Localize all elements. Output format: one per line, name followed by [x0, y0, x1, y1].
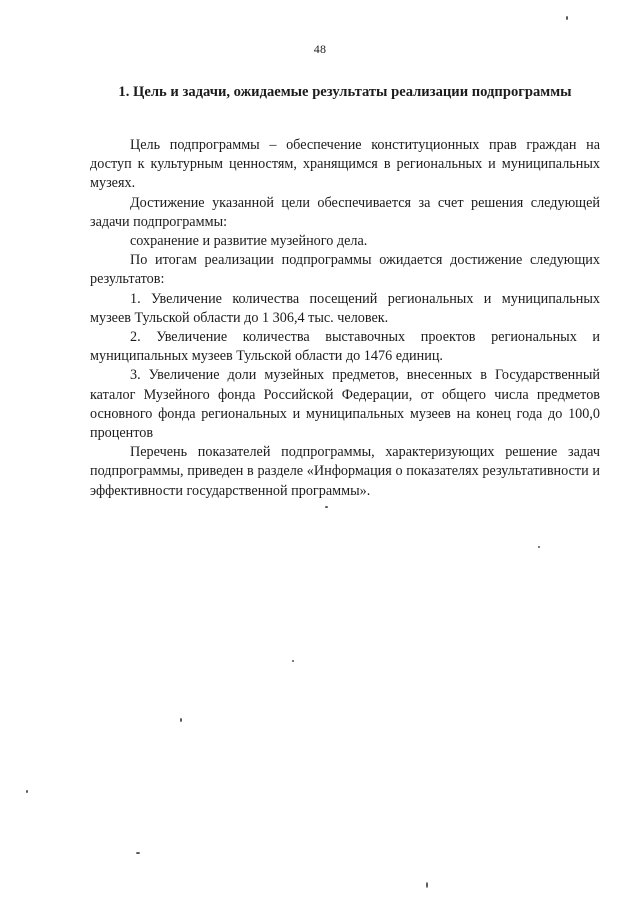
paragraph-result-1: 1. Увеличение количества посещений региональных и муниципальных музеев Тульской области до 1 306,4 тыс. человек. [90, 290, 600, 326]
paragraph-goal: Цель подпрограммы – обеспечение конституционных прав граждан на доступ к культурным ценностям, хранящимся в региональных и муниципальных музеях. [90, 137, 600, 192]
scan-speck [325, 506, 328, 508]
scan-speck [180, 718, 182, 722]
paragraph-results-intro: По итогам реализации подпрограммы ожидается достижение следующих результатов: [90, 252, 600, 288]
scan-speck [538, 546, 540, 548]
scan-speck [26, 790, 28, 793]
paragraph-task: сохранение и развитие музейного дела. [130, 233, 368, 250]
scan-speck [566, 16, 568, 20]
scan-speck [292, 660, 294, 662]
paragraph-result-2: 2. Увеличение количества выставочных проектов региональных и муниципальных музеев Тульской области до 1476 единиц. [90, 329, 600, 365]
page-number: 48 [313, 42, 327, 56]
section-title: 1. Цель и задачи, ожидаемые результаты реализации подпрограммы [118, 84, 572, 100]
scan-speck [136, 852, 140, 854]
paragraph-achievement: Достижение указанной цели обеспечивается за счет решения следующей задачи подпрограммы: [90, 194, 600, 230]
paragraph-indicators: Перечень показателей подпрограммы, характеризующих решение задач подпрограммы, приведен в разделе «Информация о показателях результативности и эффективности государственной программы». [90, 444, 600, 499]
section-body [90, 136, 600, 501]
scan-speck [426, 882, 428, 888]
paragraph-result-3: 3. Увеличение доли музейных предметов, внесенных в Государственный каталог Музейного фонда Российской Федерации, от общего числа предметов основного фонда региональных и муниципальных музеев на конец года до 100,0 процентов [90, 367, 600, 442]
